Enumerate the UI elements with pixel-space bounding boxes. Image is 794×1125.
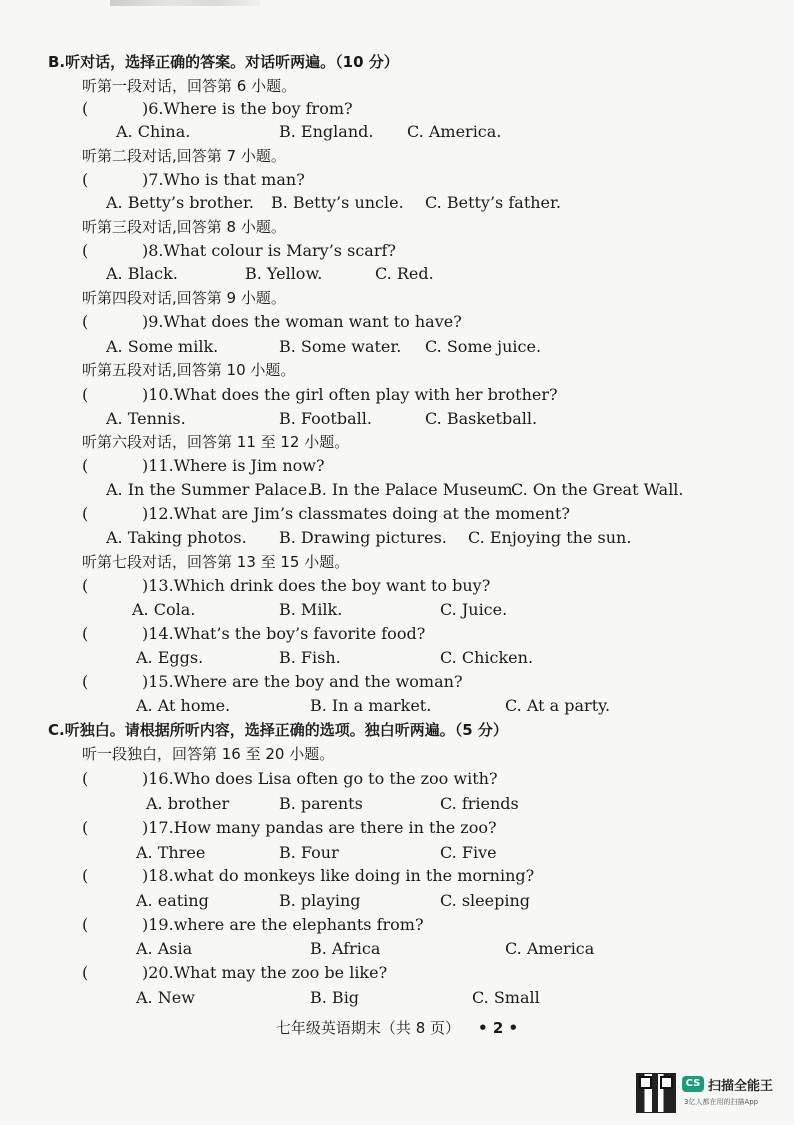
- option-9b: B. Some water.: [279, 337, 402, 356]
- answer-blank[interactable]: (: [82, 672, 89, 691]
- option-11a: A. In the Summer Palace.: [106, 480, 313, 499]
- answer-blank[interactable]: (: [82, 915, 89, 934]
- dialogue-1-instruction: 听第一段对话，回答第 6 小题。: [82, 77, 297, 95]
- option-8c: C. Red.: [375, 264, 434, 283]
- question-text: )11.Where is Jim now?: [142, 456, 325, 475]
- watermark-tagline: 3亿人都在用的扫描App: [684, 1098, 759, 1106]
- option-16b: B. parents: [279, 794, 363, 813]
- question-17: [82, 818, 497, 838]
- option-14b: B. Fish.: [279, 648, 341, 667]
- option-15a: A. At home.: [136, 696, 231, 715]
- option-9a: A. Some milk.: [106, 337, 219, 356]
- question-text: )9.What does the woman want to have?: [142, 312, 462, 331]
- answer-blank[interactable]: (: [82, 170, 89, 189]
- question-15: [82, 672, 463, 692]
- option-10b: B. Football.: [279, 409, 372, 428]
- option-17a: A. Three: [136, 843, 206, 862]
- question-text: )10.What does the girl often play with her brother?: [142, 385, 558, 404]
- question-text: )20.What may the zoo be like?: [142, 963, 388, 982]
- question-text: )12.What are Jim’s classmates doing at the moment?: [142, 504, 570, 523]
- question-text: )6.Where is the boy from?: [142, 99, 353, 118]
- option-19c: C. America: [505, 939, 595, 958]
- question-18: [82, 866, 534, 886]
- option-18b: B. playing: [279, 891, 361, 910]
- option-12a: A. Taking photos.: [106, 528, 247, 547]
- footer-text: 七年级英语期末（共 8 页）: [275, 1019, 461, 1037]
- scanner-watermark: [636, 1073, 786, 1113]
- option-12c: C. Enjoying the sun.: [468, 528, 632, 547]
- option-20a: A. New: [136, 988, 195, 1007]
- watermark-app-name: 扫描全能王: [708, 1079, 774, 1094]
- question-text: )13.Which drink does the boy want to buy?: [142, 576, 491, 595]
- option-6a: A. China.: [116, 122, 191, 141]
- answer-blank[interactable]: (: [82, 99, 89, 118]
- question-text: )17.How many pandas are there in the zoo?: [142, 818, 497, 837]
- option-8a: A. Black.: [106, 264, 178, 283]
- option-7c: C. Betty’s father.: [425, 193, 561, 212]
- question-text: )15.Where are the boy and the woman?: [142, 672, 463, 691]
- dialogue-4-instruction: 听第四段对话,回答第 9 小题。: [82, 289, 286, 307]
- option-8b: B. Yellow.: [245, 264, 323, 283]
- option-19a: A. Asia: [136, 939, 193, 958]
- option-13c: C. Juice.: [440, 600, 508, 619]
- question-text: )19.where are the elephants from?: [142, 915, 424, 934]
- option-20c: C. Small: [472, 988, 540, 1007]
- answer-blank[interactable]: (: [82, 963, 89, 982]
- option-6c: C. America.: [407, 122, 502, 141]
- section-b-title: B.听对话，选择正确的答案。对话听两遍。（10 分）: [48, 53, 399, 71]
- answer-blank[interactable]: (: [82, 385, 89, 404]
- monologue-instruction: 听一段独白，回答第 16 至 20 小题。: [82, 745, 335, 763]
- question-13: [82, 576, 490, 596]
- option-15c: C. At a party.: [505, 696, 611, 715]
- option-20b: B. Big: [310, 988, 360, 1007]
- question-16: [82, 769, 498, 789]
- question-12: [82, 504, 570, 524]
- option-11c: C. On the Great Wall.: [511, 480, 684, 499]
- option-17c: C. Five: [440, 843, 497, 862]
- option-16a: A. brother: [146, 794, 230, 813]
- qr-code-icon: [636, 1073, 676, 1113]
- question-14: [82, 624, 425, 644]
- option-14c: C. Chicken.: [440, 648, 534, 667]
- answer-blank[interactable]: (: [82, 624, 89, 643]
- answer-blank[interactable]: (: [82, 769, 89, 788]
- answer-blank[interactable]: (: [82, 312, 89, 331]
- answer-blank[interactable]: (: [82, 504, 89, 523]
- dialogue-6-instruction: 听第六段对话，回答第 11 至 12 小题。: [82, 433, 350, 451]
- option-10a: A. Tennis.: [106, 409, 186, 428]
- option-15b: B. In a market.: [310, 696, 432, 715]
- option-10c: C. Basketball.: [425, 409, 538, 428]
- option-18a: A. eating: [136, 891, 209, 910]
- answer-blank[interactable]: (: [82, 818, 89, 837]
- answer-blank[interactable]: (: [82, 241, 89, 260]
- question-8: [82, 241, 396, 261]
- option-14a: A. Eggs.: [136, 648, 204, 667]
- dialogue-7-instruction: 听第七段对话，回答第 13 至 15 小题。: [82, 553, 350, 571]
- option-7a: A. Betty’s brother.: [106, 193, 254, 212]
- option-17b: B. Four: [279, 843, 339, 862]
- option-7b: B. Betty’s uncle.: [271, 193, 404, 212]
- question-text: )14.What’s the boy’s favorite food?: [142, 624, 426, 643]
- question-text: )8.What colour is Mary’s scarf?: [142, 241, 396, 260]
- dialogue-5-instruction: 听第五段对话,回答第 10 小题。: [82, 361, 296, 379]
- camscanner-logo: CS: [682, 1076, 704, 1092]
- option-9c: C. Some juice.: [425, 337, 542, 356]
- option-19b: B. Africa: [310, 939, 381, 958]
- question-9: [82, 312, 462, 332]
- option-16c: C. friends: [440, 794, 519, 813]
- answer-blank[interactable]: (: [82, 576, 89, 595]
- dialogue-2-instruction: 听第二段对话,回答第 7 小题。: [82, 147, 286, 165]
- question-text: )7.Who is that man?: [142, 170, 305, 189]
- question-19: [82, 915, 424, 935]
- option-6b: B. England.: [279, 122, 374, 141]
- option-13a: A. Cola.: [132, 600, 196, 619]
- question-6: [82, 99, 353, 119]
- dialogue-3-instruction: 听第三段对话,回答第 8 小题。: [82, 218, 286, 236]
- page-footer: [0, 1017, 794, 1038]
- answer-blank[interactable]: (: [82, 456, 89, 475]
- section-c-title: C.听独白。请根据所听内容，选择正确的选项。独白听两遍。（5 分）: [48, 721, 508, 739]
- page-number: • 2 •: [478, 1019, 519, 1037]
- question-text: )16.Who does Lisa often go to the zoo with?: [142, 769, 498, 788]
- question-10: [82, 385, 558, 405]
- answer-blank[interactable]: (: [82, 866, 89, 885]
- option-11b: B. In the Palace Museum.: [310, 480, 518, 499]
- question-11: [82, 456, 325, 476]
- question-7: [82, 170, 305, 190]
- option-13b: B. Milk.: [279, 600, 343, 619]
- option-18c: C. sleeping: [440, 891, 531, 910]
- option-12b: B. Drawing pictures.: [279, 528, 447, 547]
- question-text: )18.what do monkeys like doing in the morning?: [142, 866, 535, 885]
- question-20: [82, 963, 387, 983]
